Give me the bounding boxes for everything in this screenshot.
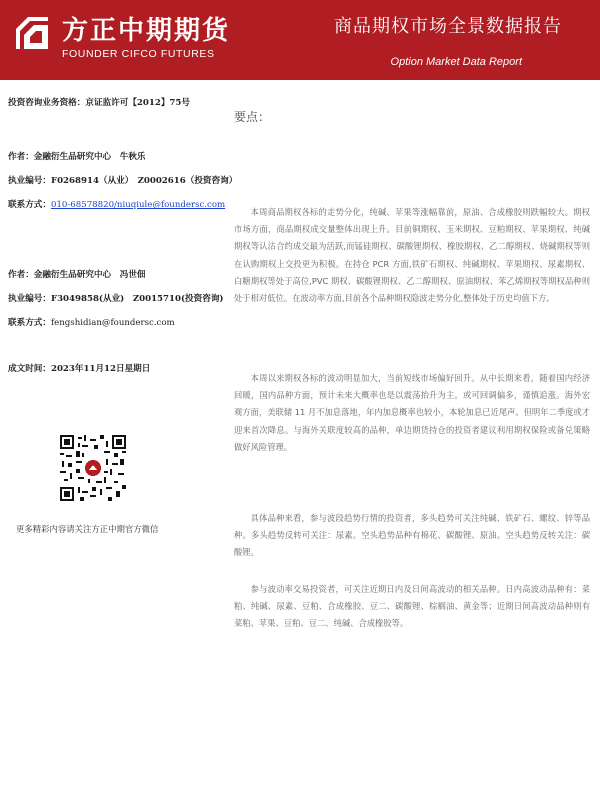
company-name-cn: 方正中期期货 [62, 16, 231, 46]
company-name-en: FOUNDER CIFCO FUTURES [62, 48, 215, 60]
key-point-paragraph-4: 参与波动率交易投资者，可关注近期日内及日间高波动的相关品种。日内高波动品种有：菜粕、纯碱、尿素、豆粕、合成橡胶、豆二、碳酸锂、棕榈油、黄金等；近期日间高波动品种则有菜粕、苹果、豆粕、豆二、纯碱、合成橡胶等。 [234, 584, 590, 629]
qr-caption: 更多精彩内容请关注方正中期官方微信 [16, 524, 159, 534]
key-point-paragraph-1: 本周商品期权各标的走势分化，纯碱、苹果等涨幅靠前，原油、合成橡胶则跌幅较大。期权市场方面，商品期权成交量整体出现上升。目前铜期权、玉米期权、豆粕期权、苹果期权、纯碱期权等认沽合约成交最为活跃,而锰硅期权、碳酸锂期权、橡胶期权、乙二醇期权、烧碱期权等则在认购期权上交投更为积极。在持仓 PCR 方面,铁矿石期权、纯碱期权、苹果期权、尿素期权、白糖期权等处于高位,PVC 期权、碳酸锂期权、乙二醇期权、原油期权、苯乙烯期权等期权品种则处于相对低位。在波动率方面,目前各个品种期权隐波走势分化,整体处于历史均值下方。 [234, 207, 590, 304]
author-2-license: 执业编号：F3049858(从业) Z0015710(投资咨询) [8, 294, 224, 304]
report-subtitle: Option Market Data Report [390, 56, 522, 68]
author-1-license: 执业编号：F0268914（从业） Z0002616（投资咨询） [8, 176, 238, 186]
publish-date: 成文时间：2023年11月12日星期日 [8, 364, 151, 374]
author-2-name: 作者：金融衍生品研究中心 冯世佃 [8, 270, 146, 280]
author-1-contact [8, 198, 225, 210]
founder-logo-icon [12, 13, 52, 53]
report-title: 商品期权市场全景数据报告 [334, 16, 562, 37]
author-1-name: 作者：金融衍生品研究中心 牛秋乐 [8, 152, 146, 162]
author-2-contact [8, 316, 175, 328]
report-header [0, 0, 600, 80]
key-points-title: 要点： [234, 110, 271, 124]
contact-label: 联系方式： [8, 200, 51, 210]
author-1-email-link[interactable]: 010-68578820/niuqiule@foundersc.com [50, 200, 226, 210]
key-point-paragraph-3: 具体品种来看，参与波段趋势行情的投资者，多头趋势可关注纯碱、铁矿石、螺纹、锌等品种。多头趋势反转可关注：尿素。空头趋势品种有棉花、碳酸锂、原油。空头趋势反转关注：碳酸锂。 [234, 513, 590, 558]
qualification-text: 投资咨询业务资格：京证监许可【2012】75号 [8, 98, 190, 108]
contact-label: 联系方式： [8, 318, 51, 328]
author-2-email: fengshidian@foundersc.com [50, 318, 175, 328]
key-point-paragraph-2: 本周以来期权各标的波动明显加大，当前短线市场偏好回升。从中长期来看，随着国内经济回暖，国内品种方面，预计未来大概率也是以震荡抬升为主。或可回调偏多，谨慎追涨。海外宏观方面，美联储 11 月不加息落地，年内加息概率也较小，本轮加息已近尾声。但明年二季度或才迎来首次降息。与海外关联度较高的品种，单边期货持仓的投资者建议利用期权保险或备兑策略做好风险管理。 [234, 373, 591, 452]
wechat-qr-code-icon[interactable] [60, 435, 126, 501]
